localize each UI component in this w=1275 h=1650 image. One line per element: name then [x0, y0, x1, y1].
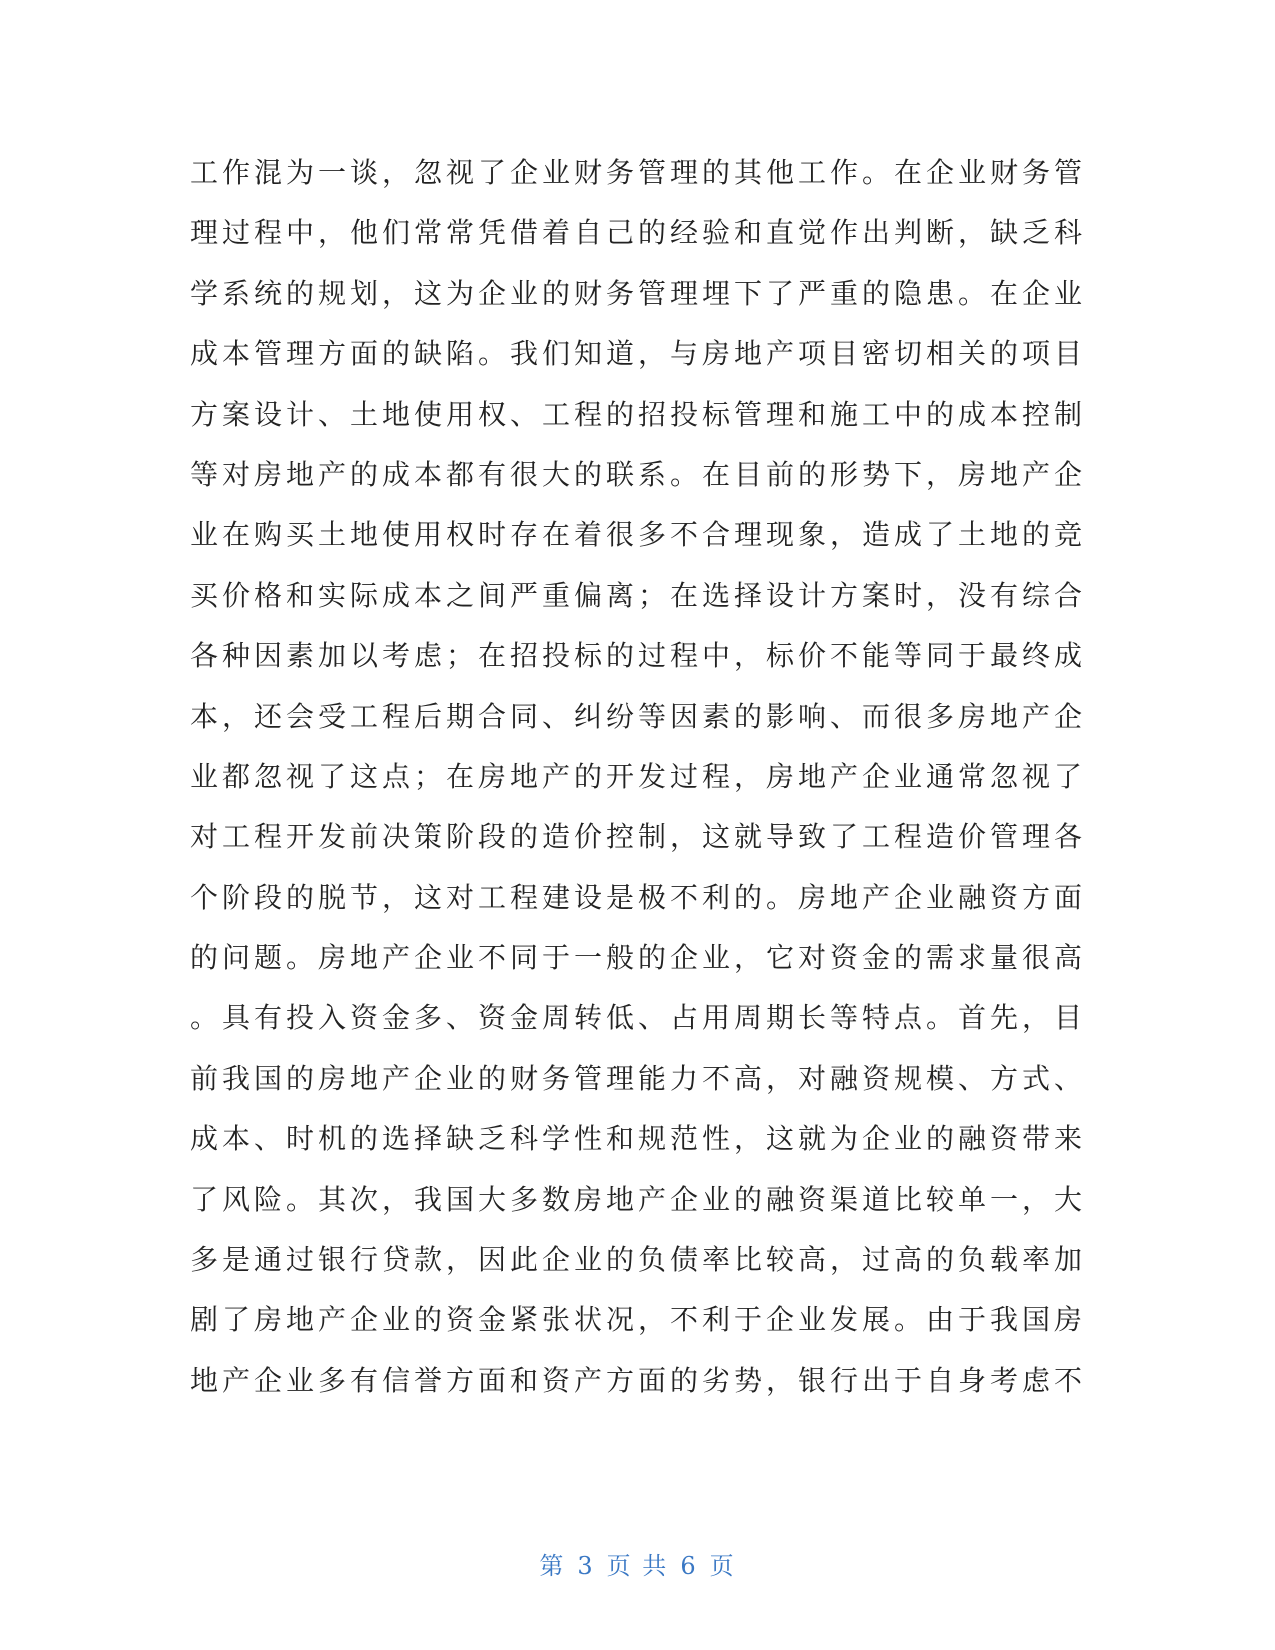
text-line: 剧了房地产企业的资金紧张状况，不利于企业发展。由于我国房 — [190, 1303, 1087, 1337]
text-line: 了风险。其次，我国大多数房地产企业的融资渠道比较单一，大 — [190, 1182, 1087, 1216]
text-line: 对工程开发前决策阶段的造价控制，这就导致了工程造价管理各 — [190, 820, 1087, 854]
footer-middle: 页 共 — [606, 1552, 669, 1580]
text-line: 业都忽视了这点；在房地产的开发过程，房地产企业通常忽视了 — [190, 759, 1087, 793]
text-line: 成本管理方面的缺陷。我们知道，与房地产项目密切相关的项目 — [190, 337, 1087, 371]
footer-current-page: 3 — [577, 1552, 595, 1580]
text-line: 买价格和实际成本之间严重偏离；在选择设计方案时，没有综合 — [190, 578, 1087, 612]
footer-total-pages: 6 — [680, 1552, 698, 1580]
text-line: 个阶段的脱节，这对工程建设是极不利的。房地产企业融资方面 — [190, 880, 1087, 914]
text-line: 等对房地产的成本都有很大的联系。在目前的形势下，房地产企 — [190, 457, 1087, 491]
text-line: 本，还会受工程后期合同、纠纷等因素的影响、而很多房地产企 — [190, 699, 1087, 733]
text-line: 多是通过银行贷款，因此企业的负债率比较高，过高的负载率加 — [190, 1243, 1087, 1277]
page-footer — [0, 1546, 1275, 1581]
footer-prefix: 第 — [539, 1552, 566, 1580]
text-line: 。具有投入资金多、资金周转低、占用周期长等特点。首先，目 — [190, 1001, 1087, 1035]
footer-suffix: 页 — [709, 1552, 736, 1580]
text-line: 的问题。房地产企业不同于一般的企业，它对资金的需求量很高 — [190, 941, 1087, 975]
text-line: 学系统的规划，这为企业的财务管理埋下了严重的隐患。在企业 — [190, 276, 1087, 310]
text-line: 各种因素加以考虑；在招投标的过程中，标价不能等同于最终成 — [190, 639, 1087, 673]
text-line: 前我国的房地产企业的财务管理能力不高，对融资规模、方式、 — [190, 1061, 1087, 1095]
text-line: 方案设计、土地使用权、工程的招投标管理和施工中的成本控制 — [190, 397, 1087, 431]
text-line: 成本、时机的选择缺乏科学性和规范性，这就为企业的融资带来 — [190, 1122, 1087, 1156]
body-text — [190, 143, 1087, 1411]
text-line: 业在购买土地使用权时存在着很多不合理现象，造成了土地的竞 — [190, 518, 1087, 552]
text-line: 工作混为一谈，忽视了企业财务管理的其他工作。在企业财务管 — [190, 156, 1087, 189]
text-line: 地产企业多有信誉方面和资产方面的劣势，银行出于自身考虑不 — [190, 1363, 1087, 1397]
text-line: 理过程中，他们常常凭借着自己的经验和直觉作出判断，缺乏科 — [190, 216, 1087, 250]
